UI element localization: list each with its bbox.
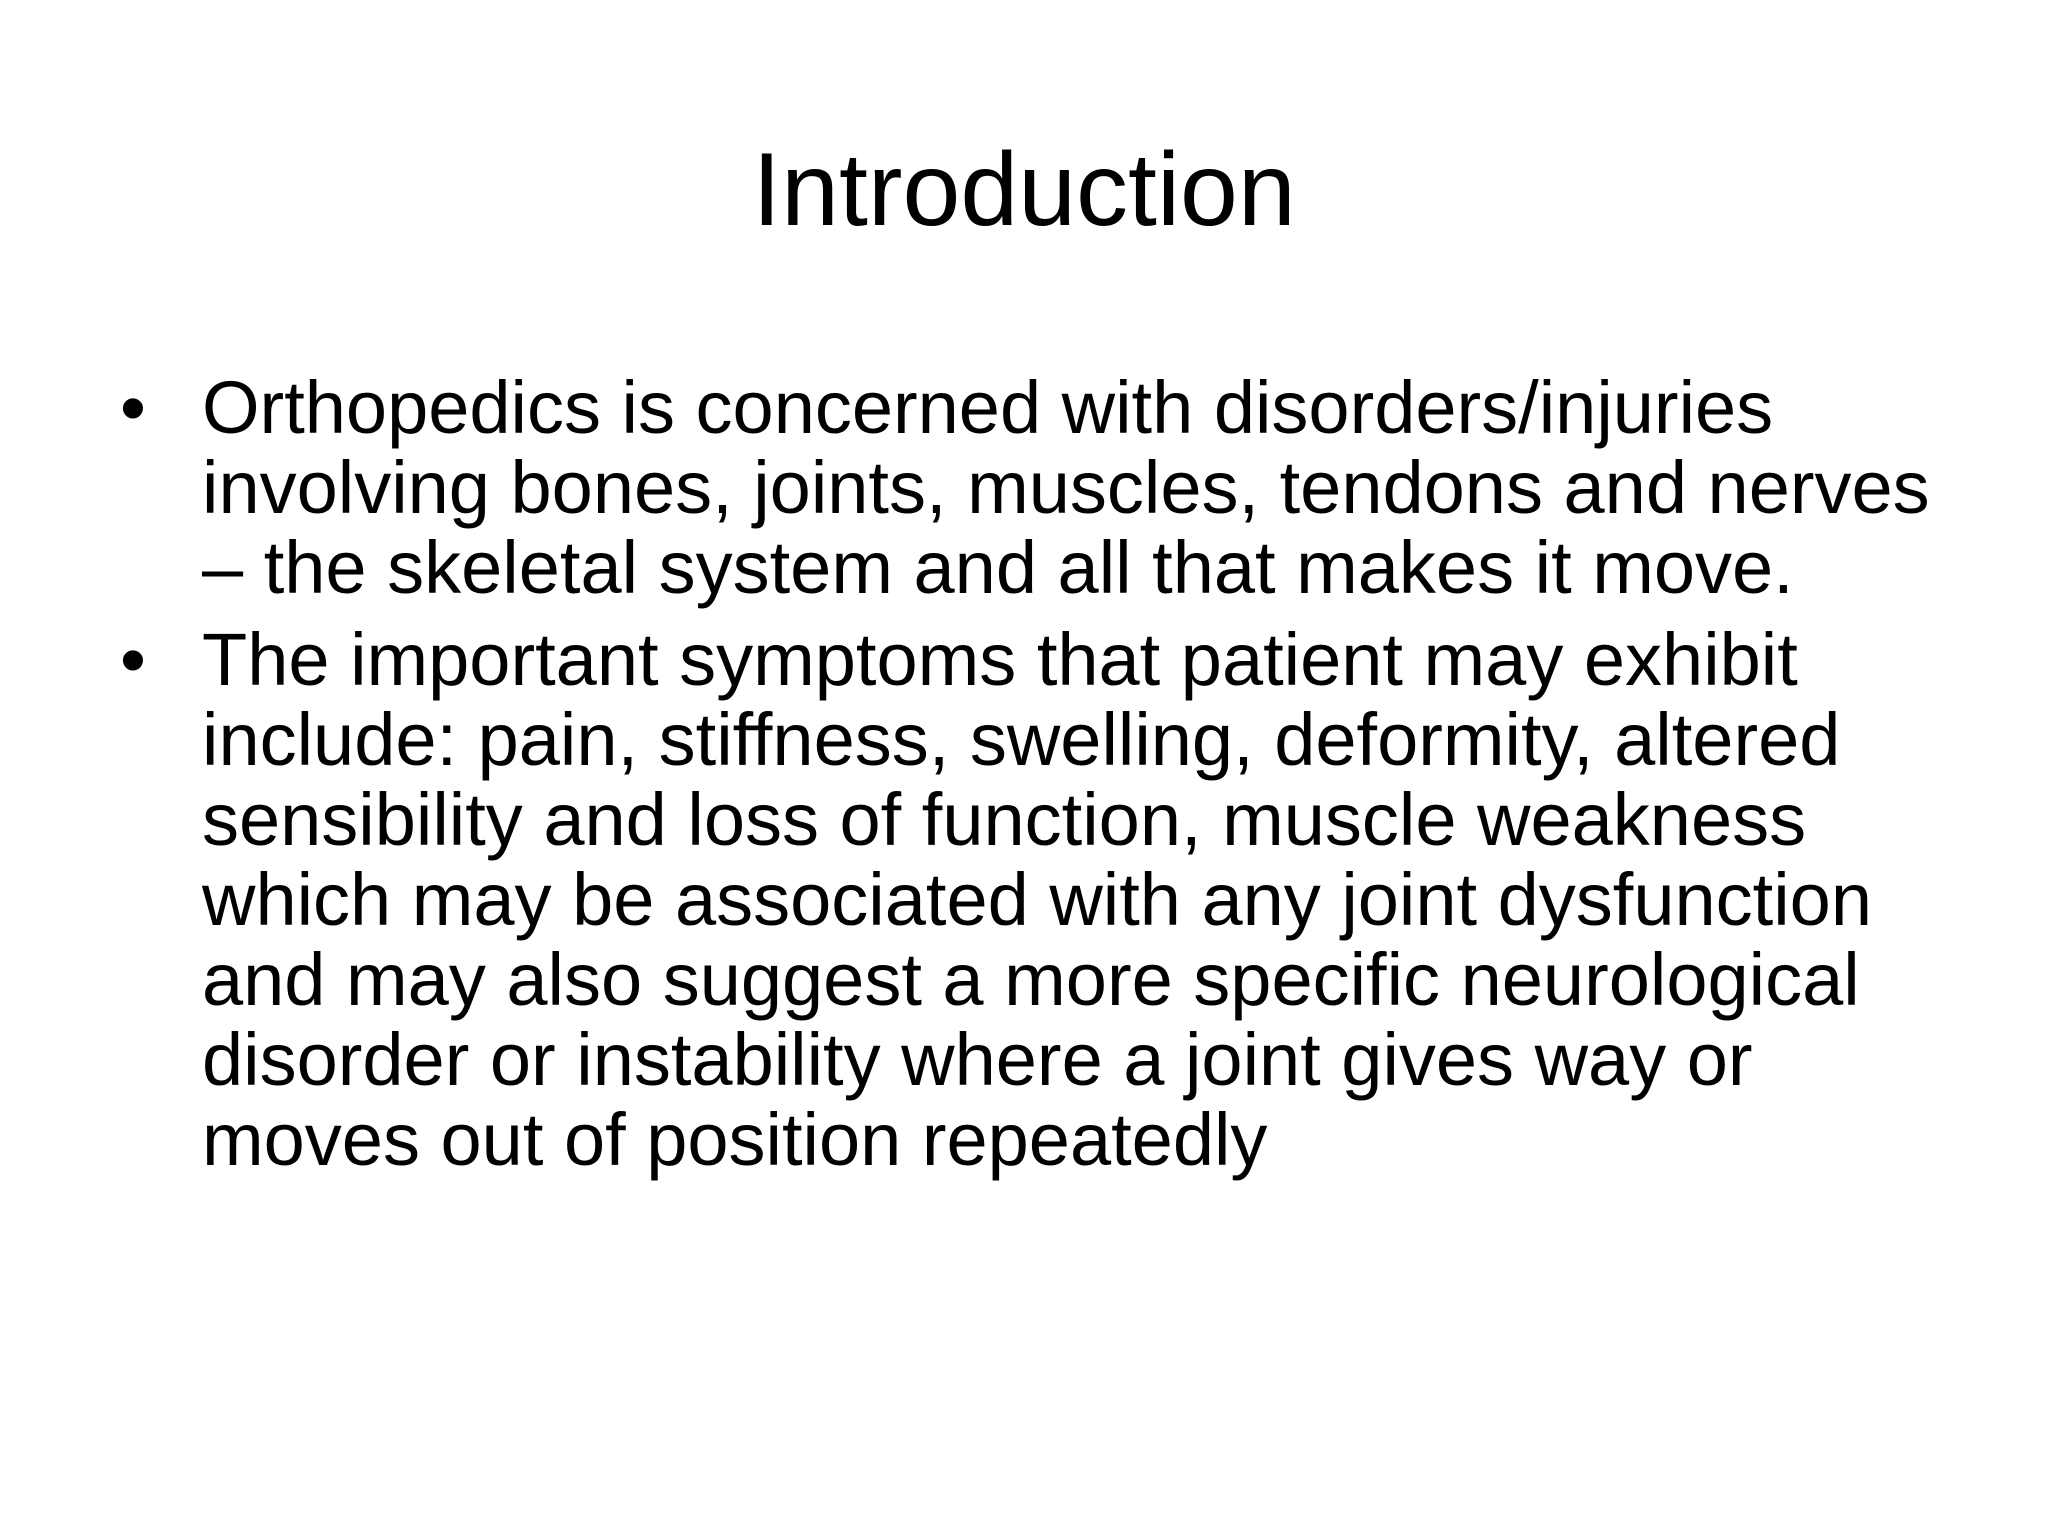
- slide-title: Introduction: [752, 132, 1296, 248]
- bullet-item: [120, 368, 1960, 608]
- bullet-text: Orthopedics is concerned with disorders/injuries involving bones, joints, muscles, tendons and nerves – the skeletal system and all that makes it move.: [202, 366, 1930, 609]
- bullet-item: [120, 620, 1960, 1180]
- bullet-marker: •: [120, 366, 146, 449]
- bullet-text: The important symptoms that patient may exhibit include: pain, stiffness, swelling, deformity, altered sensibility and loss of function, muscle weakness which may be associated with any joint dysfunction and may also suggest a more specific neurological disorder or instability where a joint gives way or moves out of position repeatedly: [202, 618, 1872, 1181]
- bullet-marker: •: [120, 618, 146, 701]
- bullet-list: [120, 368, 1960, 1192]
